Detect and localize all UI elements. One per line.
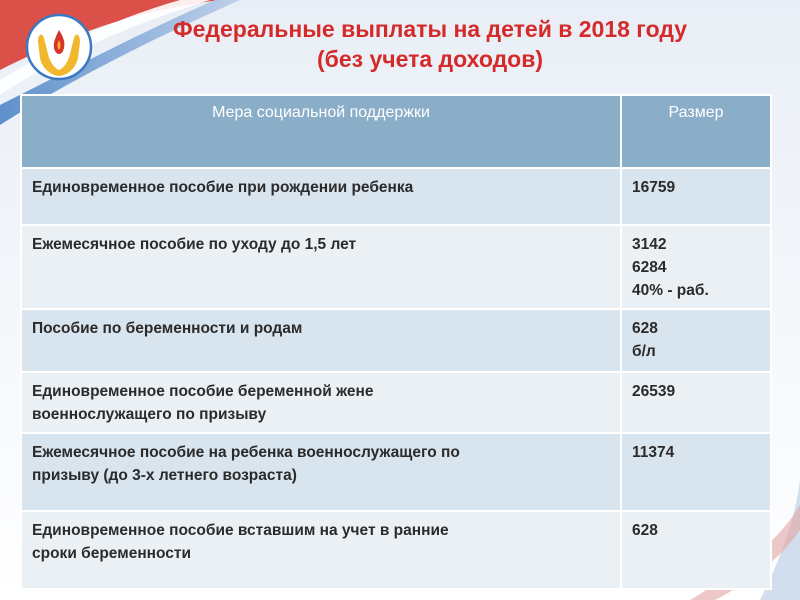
measure-text: Ежемесячное пособие по уходу до 1,5 лет	[32, 236, 357, 253]
measure-text: сроки беременности	[32, 545, 192, 562]
amount-text: б/л	[632, 343, 656, 360]
amount-text: 26539	[632, 383, 676, 400]
table-row	[21, 511, 771, 589]
title-line-1: Федеральные выплаты на детей в 2018 году	[172, 16, 688, 42]
amount-cell	[621, 511, 771, 589]
measure-text: Ежемесячное пособие на ребенка военнослужащего по	[32, 444, 460, 461]
column-header-amount: Размер	[621, 95, 771, 168]
measure-cell	[21, 309, 621, 372]
table-row	[21, 433, 771, 511]
amount-text: 628	[632, 522, 658, 539]
measure-cell	[21, 225, 621, 309]
amount-cell	[621, 372, 771, 433]
amount-cell	[621, 225, 771, 309]
table-row	[21, 225, 771, 309]
measure-cell	[21, 433, 621, 511]
table-row	[21, 372, 771, 433]
amount-text: 11374	[632, 444, 675, 461]
amount-cell	[621, 168, 771, 225]
amount-text: 6284	[632, 259, 667, 276]
title-line-2: (без учета доходов)	[316, 46, 544, 72]
measure-text: призыву (до 3-х летнего возраста)	[32, 467, 297, 484]
benefits-table	[20, 94, 772, 590]
measure-cell	[21, 511, 621, 589]
amount-cell	[621, 309, 771, 372]
measure-cell	[21, 372, 621, 433]
column-header-measure: Мера социальной поддержки	[21, 95, 621, 168]
table-row	[21, 168, 771, 225]
hands-flame-emblem-icon	[24, 12, 94, 82]
measure-text: Единовременное пособие при рождении ребенка	[32, 179, 414, 196]
amount-text: 16759	[632, 179, 676, 196]
measure-cell	[21, 168, 621, 225]
amount-cell	[621, 433, 771, 511]
page-title	[100, 14, 760, 74]
amount-text: 628	[632, 320, 658, 337]
table-row	[21, 309, 771, 372]
measure-text: Пособие по беременности и родам	[32, 320, 303, 337]
amount-text: 3142	[632, 236, 667, 253]
measure-text: Единовременное пособие вставшим на учет в ранние	[32, 522, 449, 539]
measure-text: Единовременное пособие беременной жене	[32, 383, 374, 400]
amount-text: 40% - раб.	[632, 282, 709, 299]
measure-text: военнослужащего по призыву	[32, 406, 267, 423]
table-header-row	[21, 95, 771, 168]
